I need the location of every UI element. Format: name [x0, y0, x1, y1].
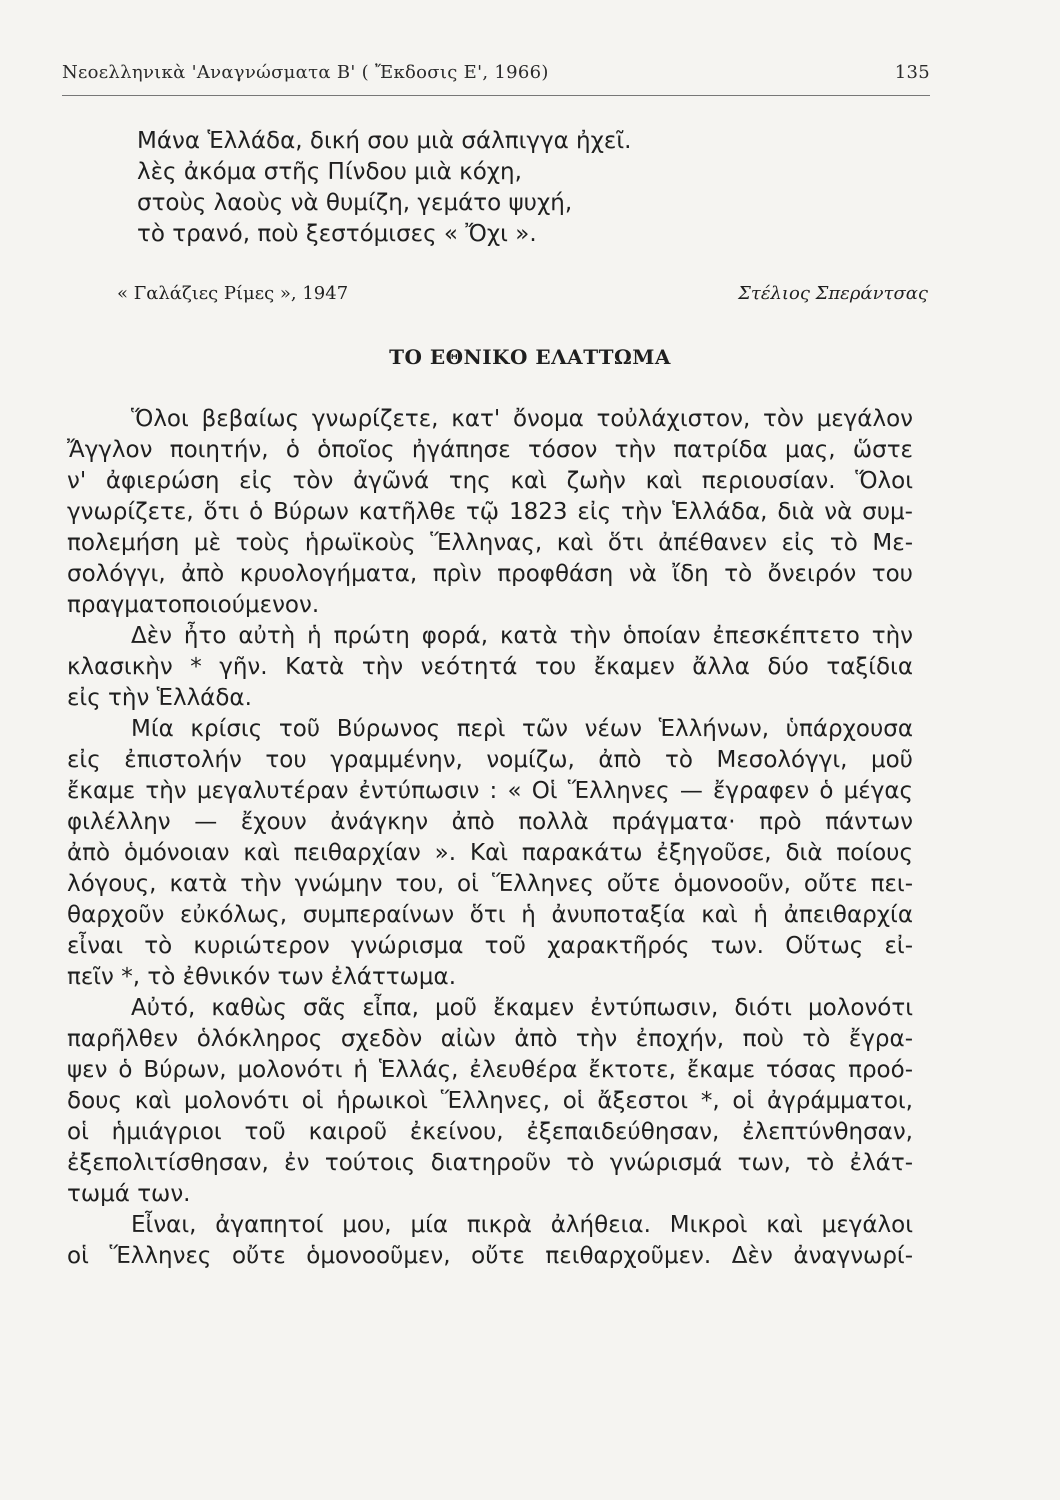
text-line: οἱ Ἕλληνες οὔτε ὁμονοοῦμεν, οὔτε πειθαρχοῦμεν. Δὲν ἀναγνωρί-	[67, 1243, 913, 1269]
text-line: ψεν ὁ Βύρων, μολονότι ἡ Ἑλλάς, ἐλευθέρα ἔκτοτε, ἔκαμε τόσας προό-	[67, 1057, 913, 1083]
text-line: θαρχοῦν εὐκόλως, συμπεραίνων ὅτι ἡ ἀνυποταξία καὶ ἡ ἀπειθαρχία	[67, 902, 913, 928]
text-line: τωμά των.	[67, 1181, 191, 1207]
text-line: πεῖν *, τὸ ἐθνικόν των ἐλάττωμα.	[67, 964, 457, 990]
text-line: κλασικὴν * γῆν. Κατὰ τὴν νεότητά του ἔκαμεν ἄλλα δύο ταξίδια	[67, 654, 913, 680]
text-line: παρῆλθεν ὁλόκληρος σχεδὸν αἰὼν ἀπὸ τὴν ἐποχήν, ποὺ τὸ ἔγρα-	[67, 1026, 913, 1052]
article-body	[67, 404, 913, 1272]
article-title: ΤΟ ΕΘΝΙΚΟ ΕΛΑΤΤΩΜΑ	[389, 345, 671, 369]
text-line: λόγους, κατὰ τὴν γνώμην του, οἱ Ἕλληνες οὔτε ὁμονοοῦν, οὔτε πει-	[67, 871, 913, 897]
poem-line: τὸ τρανό, ποὺ ξεστόμισες « Ὄχι ».	[137, 221, 537, 247]
text-line: ἀπὸ ὁμόνοιαν καὶ πειθαρχίαν ». Καὶ παρακάτω ἐξηγοῦσε, διὰ ποίους	[67, 840, 913, 866]
text-line: Ἄγγλον ποιητήν, ὁ ὁποῖος ἠγάπησε τόσον τὴν πατρίδα μας, ὥστε	[67, 437, 913, 463]
text-line: εἰς τὴν Ἑλλάδα.	[67, 685, 252, 711]
text-line: γνωρίζετε, ὅτι ὁ Βύρων κατῆλθε τῷ 1823 εἰς τὴν Ἑλλάδα, διὰ νὰ συμ-	[67, 499, 913, 525]
text-line: ν' ἀφιερώση εἰς τὸν ἀγῶνά της καὶ ζωὴν καὶ περιουσίαν. Ὅλοι	[67, 468, 913, 494]
text-line: οἱ ἡμιάγριοι τοῦ καιροῦ ἐκείνου, ἐξεπαιδεύθησαν, ἐλεπτύνθησαν,	[67, 1119, 913, 1145]
poem-source: « Γαλάζιες Ρίμες », 1947	[117, 283, 349, 304]
text-line: σολόγγι, ἀπὸ κρυολογήματα, πρὶν προφθάση νὰ ἴδη τὸ ὄνειρόν του	[67, 561, 913, 587]
poem-line: λὲς ἀκόμα στῆς Πίνδου μιὰ κόχη,	[137, 159, 522, 185]
header-rule	[62, 95, 930, 96]
page-number: 135	[894, 62, 930, 83]
text-line: Δὲν ἦτο αὐτὴ ἡ πρώτη φορά, κατὰ τὴν ὁποίαν ἐπεσκέπτετο τὴν	[131, 623, 913, 649]
text-line: Αὐτό, καθὼς σᾶς εἶπα, μοῦ ἔκαμεν ἐντύπωσιν, διότι μολονότι	[131, 995, 913, 1021]
poem-line: στοὺς λαοὺς νὰ θυμίζη, γεμάτο ψυχή,	[137, 190, 573, 216]
header-title: Νεοελληνικὰ 'Αναγνώσματα Β' ( Ἔκδοσις Ε', 1966)	[62, 62, 549, 83]
text-line: Εἶναι, ἀγαπητοί μου, μία πικρὰ ἀλήθεια. Μικροὶ καὶ μεγάλοι	[131, 1212, 913, 1238]
poem-excerpt	[137, 126, 777, 250]
text-line: ἔκαμε τὴν μεγαλυτέραν ἐντύπωσιν : « Οἱ Ἕλληνες — ἔγραφεν ὁ μέγας	[67, 778, 913, 804]
poem-author: Στέλιος Σπεράντσας	[738, 283, 928, 304]
text-line: δους καὶ μολονότι οἱ ἡρωικοὶ Ἕλληνες, οἱ ἄξεστοι *, οἱ ἀγράμματοι,	[67, 1088, 913, 1114]
text-line: ἐξεπολιτίσθησαν, ἐν τούτοις διατηροῦν τὸ γνώρισμά των, τὸ ἐλάτ-	[67, 1150, 913, 1176]
text-line: Μία κρίσις τοῦ Βύρωνος περὶ τῶν νέων Ἑλλήνων, ὑπάρχουσα	[131, 716, 913, 742]
text-line: πραγματοποιούμενον.	[67, 592, 320, 618]
poem-line: Μάνα Ἑλλάδα, δική σου μιὰ σάλπιγγα ἠχεῖ.	[137, 128, 632, 154]
text-line: πολεμήση μὲ τοὺς ἡρωϊκοὺς Ἕλληνας, καὶ ὅτι ἀπέθανεν εἰς τὸ Με-	[67, 530, 913, 556]
text-line: εἶναι τὸ κυριώτερον γνώρισμα τοῦ χαρακτῆρός των. Οὕτως εἰ-	[67, 933, 913, 959]
text-line: εἰς ἐπιστολήν του γραμμένην, νομίζω, ἀπὸ τὸ Μεσολόγγι, μοῦ	[67, 747, 913, 773]
text-line: Ὅλοι βεβαίως γνωρίζετε, κατ' ὄνομα τοὐλάχιστον, τὸν μεγάλον	[131, 406, 913, 432]
running-header	[62, 62, 930, 90]
text-line: φιλέλλην — ἔχουν ἀνάγκην ἀπὸ πολλὰ πράγματα· πρὸ πάντων	[67, 809, 913, 835]
